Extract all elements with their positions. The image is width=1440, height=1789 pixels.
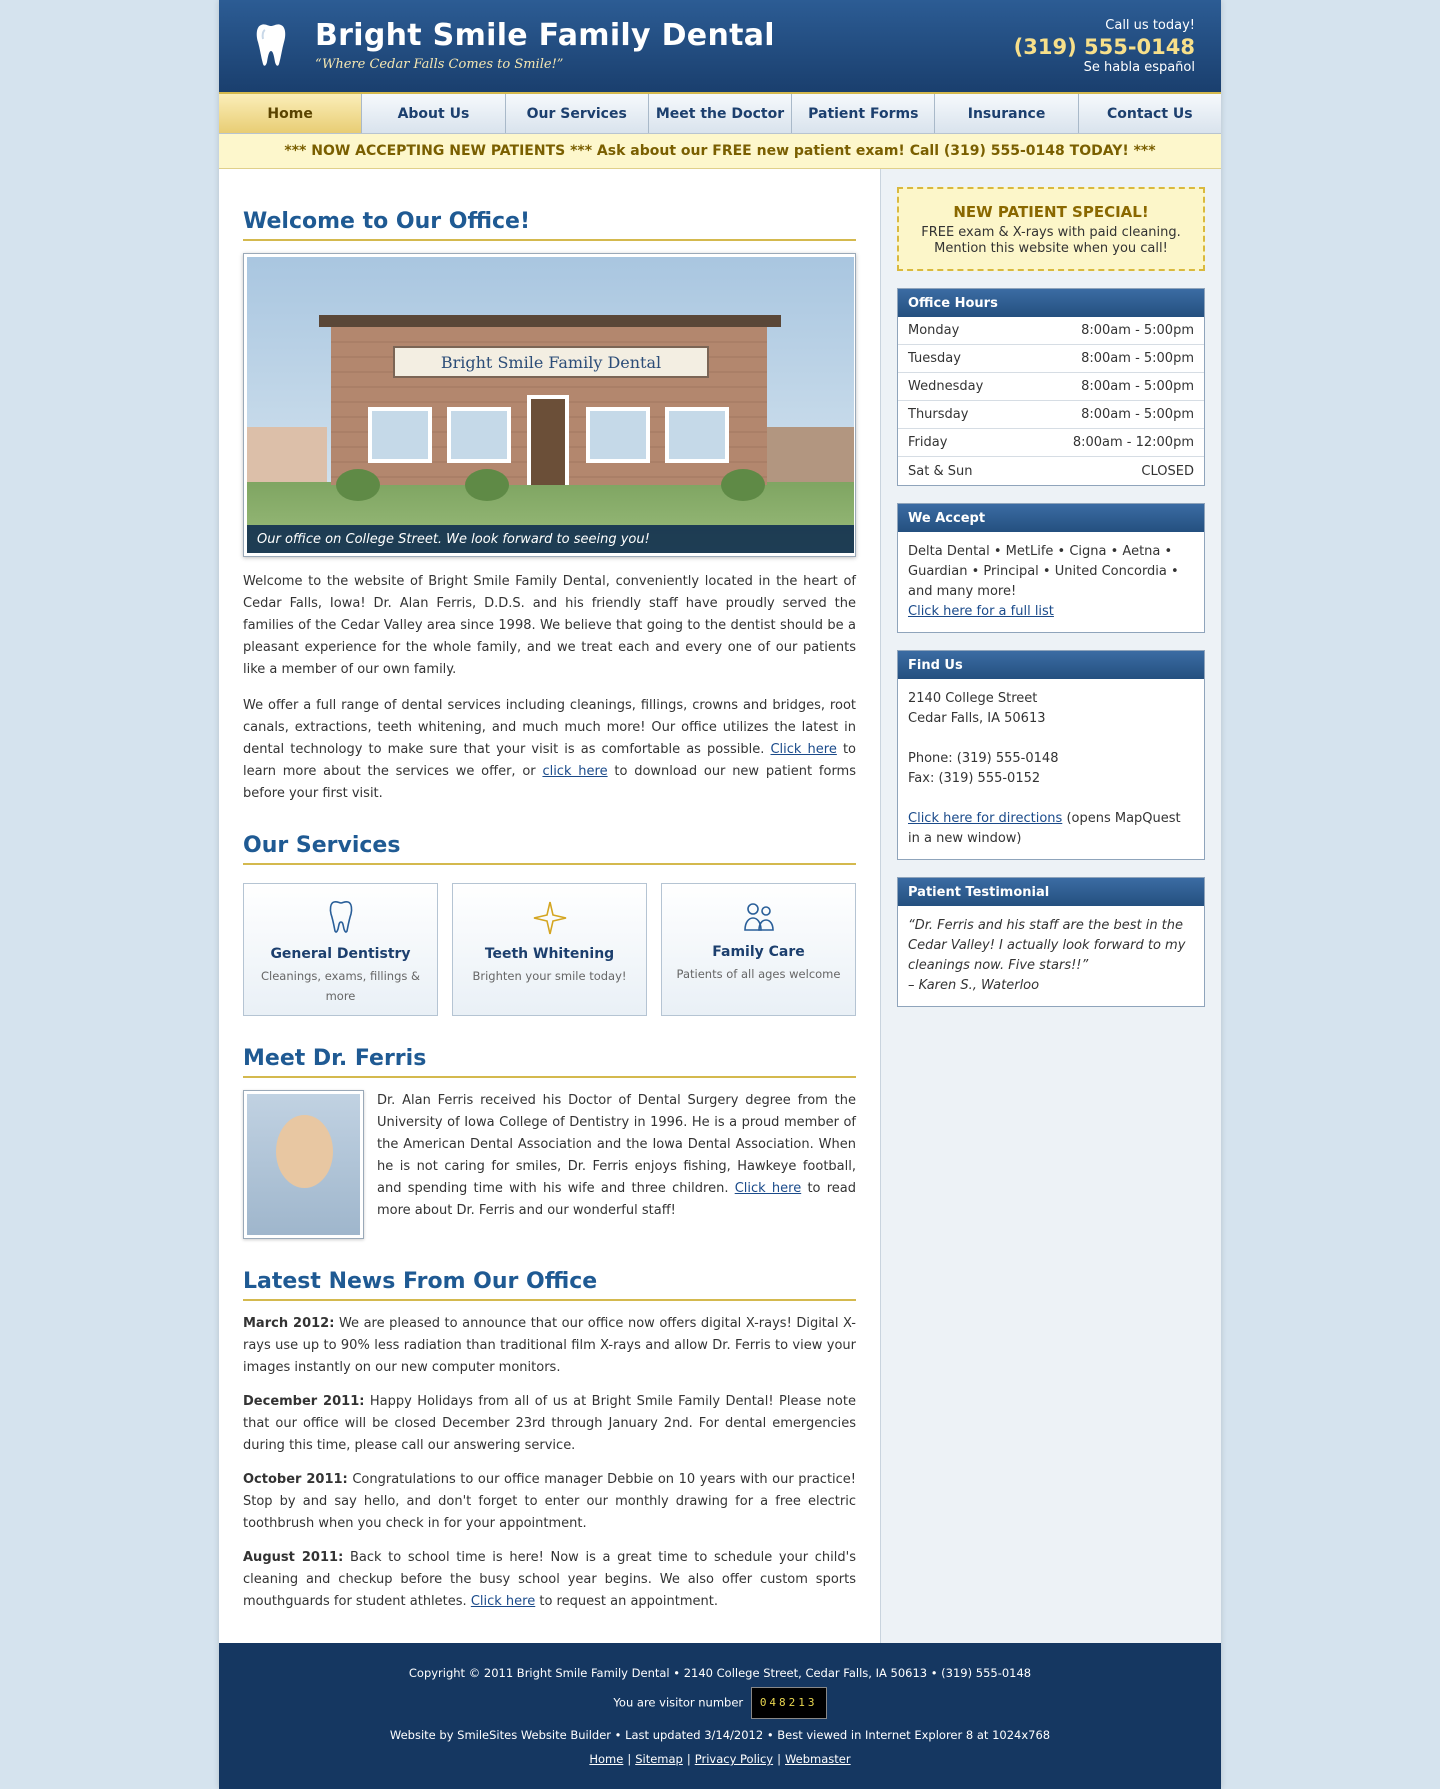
service-description: Cleanings, exams, fillings & more [261, 969, 420, 1003]
testimonial-quote: “Dr. Ferris and his staff are the best in the Cedar Valley! I actually look forward to my cleanings now. Five stars!!” [908, 918, 1186, 973]
service-title: General Dentistry [270, 946, 411, 962]
insurance-full-list-link[interactable]: Click here for a full list [908, 604, 1054, 619]
site-header [219, 0, 1221, 94]
footer-links: Home | Sitemap | Privacy Policy | Webmaster [589, 1752, 851, 1766]
hours-day: Friday [908, 435, 948, 450]
service-description: Patients of all ages welcome [676, 967, 841, 981]
sidebar [880, 169, 1221, 1643]
service-description: Brighten your smile today! [472, 969, 627, 983]
welcome-paragraph-2-text-b: to learn more about the services we offer, or [243, 742, 856, 779]
service-card-teeth-whitening[interactable] [452, 883, 647, 1016]
welcome-paragraph-1: Welcome to the website of Bright Smile Family Dental, conveniently located in the heart of Cedar Falls, Iowa! Dr. Alan Ferris, D.D.S. and his friendly staff have proudly served the families of the Cedar Valley area since 1998. We believe that going to the dentist should be a pleasant experience for the whole family, and we treat each and every one of our patients like a member of our own family. [243, 574, 856, 677]
we-accept-box [897, 503, 1205, 633]
hours-day: Monday [908, 323, 960, 338]
special-line-2: Mention this website when you call! [934, 241, 1168, 256]
phone-line: Phone: (319) 555-0148 [908, 751, 1059, 766]
testimonial-body [898, 906, 1204, 1006]
footer-link-sitemap[interactable]: Sitemap [635, 1752, 683, 1766]
services-grid [243, 883, 856, 1016]
services-link[interactable]: Click here [770, 742, 837, 757]
news-item [243, 1391, 856, 1457]
services-heading: Our Services [243, 833, 856, 865]
office-hours-title: Office Hours [898, 289, 1204, 317]
news-item [243, 1313, 856, 1379]
header-phone: (319) 555-0148 [1013, 35, 1195, 59]
nav-home[interactable]: Home [219, 94, 362, 133]
building-sign: Bright Smile Family Dental [440, 353, 662, 372]
nav-about-us[interactable]: About Us [362, 94, 505, 133]
announcement-ticker: *** NOW ACCEPTING NEW PATIENTS *** Ask about our FREE new patient exam! Call (319) 555-0148 TODAY! *** [219, 134, 1221, 169]
tooth-logo-icon [255, 22, 287, 68]
welcome-heading: Welcome to Our Office! [243, 209, 856, 241]
insurance-list: Delta Dental • MetLife • Cigna • Aetna • Guardian • Principal • United Concordia • and many more! [908, 544, 1179, 599]
hours-row [898, 345, 1204, 373]
hours-day: Thursday [908, 407, 969, 422]
hours-time: 8:00am - 5:00pm [1081, 351, 1194, 366]
special-title: NEW PATIENT SPECIAL! [953, 203, 1149, 221]
new-patient-special [897, 187, 1205, 271]
footer-link-privacy-policy[interactable]: Privacy Policy [694, 1752, 774, 1766]
hours-row [898, 401, 1204, 429]
news-date: August 2011: [243, 1550, 344, 1565]
site-tagline: “Where Cedar Falls Comes to Smile!” [315, 57, 564, 72]
news-item [243, 1547, 856, 1613]
hours-time: CLOSED [1141, 463, 1194, 479]
find-us-body [898, 679, 1204, 859]
welcome-paragraph-2 [243, 695, 856, 805]
footer-copyright: Copyright © 2011 Bright Smile Family Dental • 2140 College Street, Cedar Falls, IA 50613 • (319) 555-0148 [408, 1666, 1032, 1680]
hours-row [898, 317, 1204, 345]
hours-time: 8:00am - 5:00pm [1081, 323, 1194, 338]
main-nav [219, 94, 1221, 134]
nav-our-services[interactable]: Our Services [506, 94, 649, 133]
news-date: December 2011: [243, 1394, 365, 1409]
hours-day: Tuesday [908, 351, 961, 366]
site-footer [219, 1643, 1221, 1789]
hours-day: Sat & Sun [908, 463, 973, 479]
directions-link[interactable]: Click here for directions [908, 811, 1063, 826]
news-text: Happy Holidays from all of us at Bright Smile Family Dental! Please note that our office will be closed December 23rd through January 2nd. For dental emergencies during this time, please call our answering service. [243, 1394, 856, 1453]
page-wrapper [219, 0, 1221, 1789]
hours-time: 8:00am - 5:00pm [1081, 407, 1194, 422]
service-title: Teeth Whitening [484, 946, 615, 962]
footer-link-webmaster[interactable]: Webmaster [784, 1752, 851, 1766]
nav-meet-the-doctor[interactable]: Meet the Doctor [649, 94, 792, 133]
nav-patient-forms[interactable]: Patient Forms [792, 94, 935, 133]
footer-credits: Website by SmileSites Website Builder • Last updated 3/14/2012 • Best viewed in Internet Explorer 8 at 1024x768 [389, 1728, 1051, 1742]
testimonial-title: Patient Testimonial [898, 878, 1204, 906]
news-text: Congratulations to our office manager Debbie on 10 years with our practice! Stop by and say hello, and don't forget to enter our monthly drawing for a free electric toothbrush when you check in for your appointment. [243, 1472, 857, 1531]
content-area [219, 169, 1221, 1643]
doctor-bio-text-a: Dr. Alan Ferris received his Doctor of Dental Surgery degree from the University of Iowa College of Dentistry in 1996. He is a proud member of the American Dental Association and the Iowa Dental Association. When he is not caring for smiles, Dr. Ferris enjoys fishing, Hawkeye football, and spending time with his wife and three children. [377, 1093, 856, 1196]
office-hours-box [897, 288, 1205, 486]
spanish-note: Se habla español [1083, 60, 1195, 75]
office-building-illustration [247, 257, 854, 553]
testimonial-box [897, 877, 1205, 1007]
special-line-1: FREE exam & X-rays with paid cleaning. [921, 225, 1181, 240]
doctor-face-placeholder [276, 1115, 333, 1188]
fax-line: Fax: (319) 555-0152 [908, 771, 1041, 786]
nav-contact-us[interactable]: Contact Us [1079, 94, 1221, 133]
office-photo-frame [243, 253, 856, 557]
visitor-counter-line [219, 1687, 1221, 1719]
news-date: March 2012: [243, 1316, 335, 1331]
call-label: Call us today! [1105, 18, 1195, 33]
service-card-family-care[interactable] [661, 883, 856, 1016]
doctor-bio [377, 1090, 856, 1239]
hours-time: 8:00am - 5:00pm [1081, 379, 1194, 394]
hours-row [898, 457, 1204, 485]
family-icon [743, 900, 775, 934]
find-us-box [897, 650, 1205, 860]
hours-time: 8:00am - 12:00pm [1072, 435, 1194, 450]
welcome-paragraph-2-text-c: to download our new patient forms before your first visit. [243, 764, 856, 801]
doctor-more-link[interactable]: Click here [734, 1181, 802, 1196]
hours-row [898, 429, 1204, 457]
news-text: Back to school time is here! Now is a great time to schedule your child's cleaning and checkup before the busy school year begins. We also offer custom sports mouthguards for student athletes. [243, 1550, 856, 1609]
service-card-general-dentistry[interactable] [243, 883, 438, 1016]
service-title: Family Care [712, 944, 805, 960]
visitor-label: You are visitor number [613, 1695, 744, 1710]
find-us-title: Find Us [898, 651, 1204, 679]
news-heading: Latest News From Our Office [243, 1269, 856, 1301]
we-accept-body [898, 532, 1204, 632]
photo-caption: Our office on College Street. We look forward to seeing you! [247, 525, 854, 553]
tooth-icon [329, 900, 353, 934]
news-date: October 2011: [243, 1472, 348, 1487]
news-item [243, 1469, 856, 1535]
directions-note: (opens MapQuest in a new window) [908, 811, 1181, 846]
visitor-counter: 048213 [751, 1687, 827, 1719]
footer-link-home[interactable]: Home [589, 1752, 624, 1766]
doctor-bio-text-b: to read more about Dr. Ferris and our wonderful staff! [377, 1181, 856, 1218]
doctor-section [243, 1090, 856, 1239]
hours-day: Wednesday [908, 379, 984, 394]
nav-insurance[interactable]: Insurance [935, 94, 1078, 133]
office-photo [247, 257, 854, 553]
testimonial-author: – Karen S., Waterloo [908, 978, 1040, 993]
site-title[interactable]: Bright Smile Family Dental [315, 18, 775, 53]
address-line-1: 2140 College Street [908, 691, 1038, 706]
welcome-paragraph-2-text-a: We offer a full range of dental services including cleanings, fillings, crowns and bridges, root canals, extractions, teeth whitening, and much much more! Our office utilizes the latest in dental technology to make sure that your visit is as comfortable as possible. [243, 698, 856, 757]
main-column [219, 169, 880, 1643]
doctor-heading: Meet Dr. Ferris [243, 1046, 856, 1078]
appointment-link[interactable]: Click here [470, 1594, 536, 1609]
sparkle-icon [532, 900, 568, 936]
news-text: We are pleased to announce that our office now offers digital X-rays! Digital X-rays use up to 90% less radiation than traditional film X-rays and allow Dr. Ferris to view your images instantly on our new computer monitors. [243, 1316, 856, 1375]
address-line-2: Cedar Falls, IA 50613 [908, 711, 1046, 726]
news-text-after: to request an appointment. [539, 1594, 718, 1609]
hours-row [898, 373, 1204, 401]
doctor-photo [243, 1090, 364, 1239]
we-accept-title: We Accept [898, 504, 1204, 532]
patient-forms-link[interactable]: click here [542, 764, 608, 779]
call-block [1014, 18, 1195, 75]
